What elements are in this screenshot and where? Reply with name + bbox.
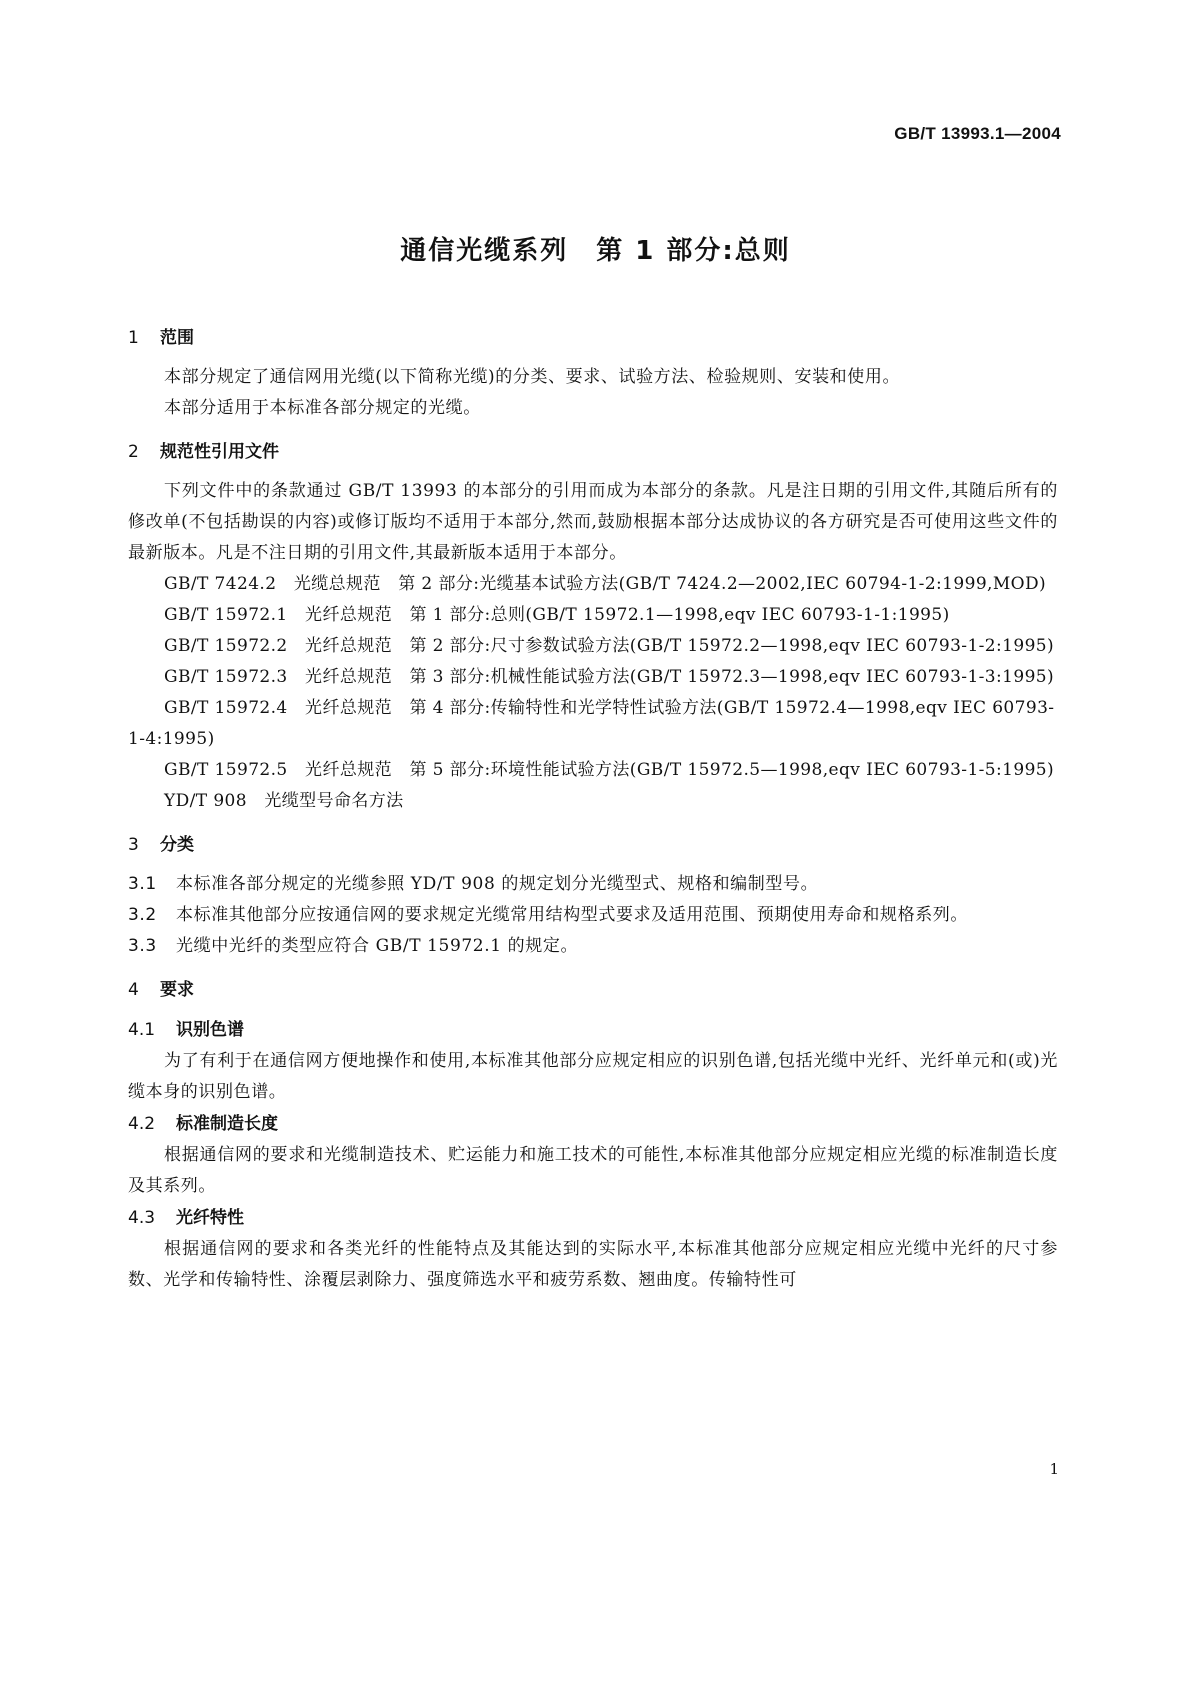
- section-number: 4: [128, 980, 139, 1000]
- reference-item: GB/T 15972.4 光纤总规范 第 4 部分:传输特性和光学特性试验方法(GB/T 15972.4—1998,eqv IEC 60793-1-4:1995): [128, 698, 1055, 749]
- subsection-number: 4.1: [128, 1020, 156, 1040]
- section-title: 范围: [160, 328, 194, 348]
- section-number: 3: [128, 835, 139, 855]
- section-title: 分类: [160, 835, 194, 855]
- section-2-heading: [128, 436, 1058, 468]
- section-number: 2: [128, 442, 139, 462]
- page-number: 1: [1049, 1460, 1059, 1478]
- subsection-4-2-heading: [128, 1108, 1058, 1140]
- section-1-heading: [128, 322, 1058, 354]
- subsection-4-3-heading: [128, 1202, 1058, 1234]
- paragraph: 本部分规定了通信网用光缆(以下简称光缆)的分类、要求、试验方法、检验规则、安装和使用。: [164, 367, 901, 387]
- reference-item: GB/T 7424.2 光缆总规范 第 2 部分:光缆基本试验方法(GB/T 7424.2—2002,IEC 60794-1-2:1999,MOD): [164, 574, 1047, 594]
- clause-number: 3.2: [128, 905, 157, 925]
- reference-item: GB/T 15972.3 光纤总规范 第 3 部分:机械性能试验方法(GB/T 15972.3—1998,eqv IEC 60793-1-3:1995): [164, 667, 1055, 687]
- section-title: 要求: [160, 980, 194, 1000]
- document-title: 通信光缆系列 第 1 部分:总则: [400, 236, 791, 266]
- subsection-title: 光纤特性: [176, 1208, 244, 1228]
- clause-number: 3.1: [128, 874, 157, 894]
- reference-item: GB/T 15972.5 光纤总规范 第 5 部分:环境性能试验方法(GB/T 15972.5—1998,eqv IEC 60793-1-5:1995): [164, 760, 1055, 780]
- clause-item: [128, 900, 1058, 931]
- section-4-heading: [128, 974, 1058, 1006]
- section-number: 1: [128, 328, 139, 348]
- subsection-number: 4.2: [128, 1114, 156, 1134]
- document-body: [128, 322, 1058, 1296]
- reference-item: GB/T 15972.1 光纤总规范 第 1 部分:总则(GB/T 15972.1—1998,eqv IEC 60793-1-1:1995): [164, 605, 950, 625]
- paragraph: 根据通信网的要求和各类光纤的性能特点及其能达到的实际水平,本标准其他部分应规定相应光缆中光纤的尺寸参数、光学和传输特性、涂覆层剥除力、强度筛选水平和疲劳系数、翘曲度。传输特性可: [128, 1239, 1058, 1290]
- clause-text: 本标准其他部分应按通信网的要求规定光缆常用结构型式要求及适用范围、预期使用寿命和规格系列。: [176, 905, 968, 925]
- clause-item: [128, 931, 1058, 962]
- paragraph: 根据通信网的要求和光缆制造技术、贮运能力和施工技术的可能性,本标准其他部分应规定相应光缆的标准制造长度及其系列。: [128, 1145, 1058, 1196]
- section-title: 规范性引用文件: [160, 442, 279, 462]
- clause-text: 光缆中光纤的类型应符合 GB/T 15972.1 的规定。: [176, 936, 579, 956]
- standard-code: GB/T 13993.1—2004: [894, 124, 1061, 143]
- paragraph: 本部分适用于本标准各部分规定的光缆。: [164, 398, 481, 418]
- reference-item: YD/T 908 光缆型号命名方法: [164, 791, 404, 811]
- clause-item: [128, 869, 1058, 900]
- paragraph: 为了有利于在通信网方便地操作和使用,本标准其他部分应规定相应的识别色谱,包括光缆中光纤、光纤单元和(或)光缆本身的识别色谱。: [128, 1051, 1058, 1102]
- clause-number: 3.3: [128, 936, 157, 956]
- subsection-number: 4.3: [128, 1208, 156, 1228]
- paragraph: 下列文件中的条款通过 GB/T 13993 的本部分的引用而成为本部分的条款。凡是注日期的引用文件,其随后所有的修改单(不包括勘误的内容)或修订版均不适用于本部分,然而,鼓励根据本部分达成协议的各方研究是否可使用这些文件的最新版本。凡是不注日期的引用文件,其最新版本适用于本部分。: [128, 481, 1058, 563]
- clause-text: 本标准各部分规定的光缆参照 YD/T 908 的规定划分光缆型式、规格和编制型号。: [176, 874, 819, 894]
- section-3-heading: [128, 829, 1058, 861]
- subsection-4-1-heading: [128, 1014, 1058, 1046]
- reference-item: GB/T 15972.2 光纤总规范 第 2 部分:尺寸参数试验方法(GB/T 15972.2—1998,eqv IEC 60793-1-2:1995): [164, 636, 1055, 656]
- subsection-title: 识别色谱: [176, 1020, 244, 1040]
- subsection-title: 标准制造长度: [176, 1114, 278, 1134]
